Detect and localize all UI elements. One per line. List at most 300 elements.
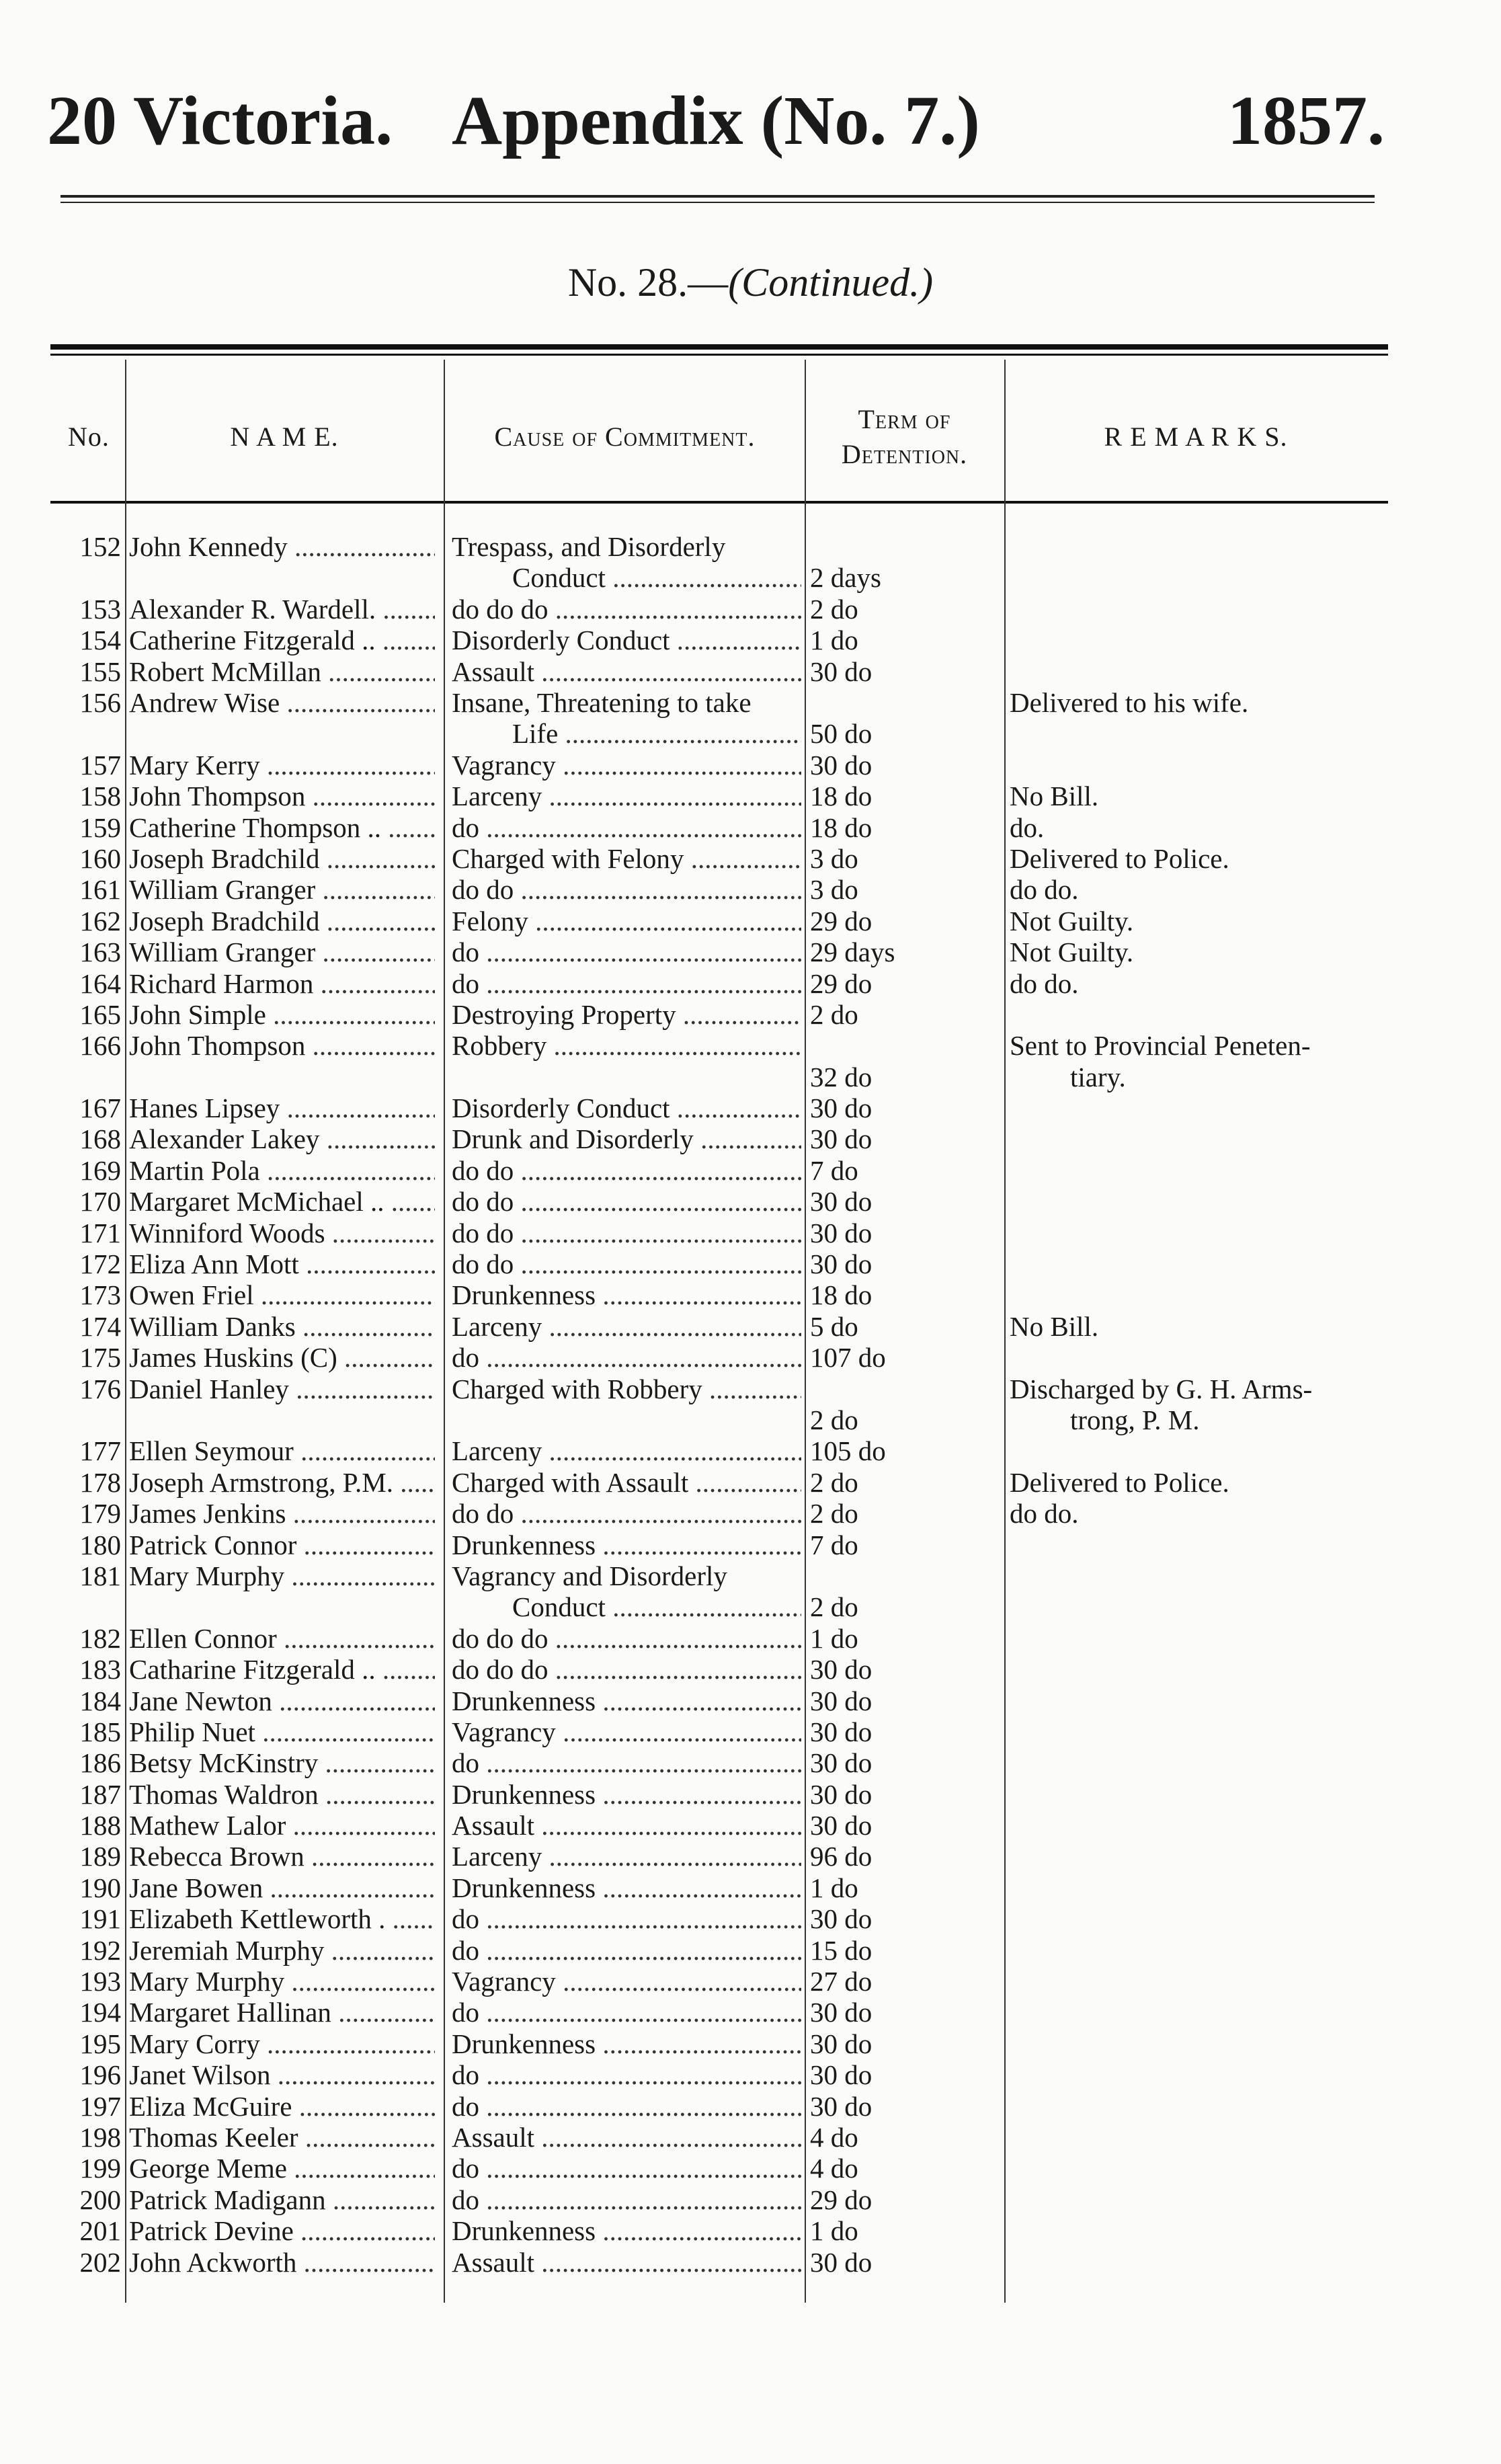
- row-term: [810, 1186, 998, 1217]
- row-cause-text: Trespass, and Disorderly: [452, 531, 726, 562]
- row-name: [129, 999, 435, 1030]
- row-number: [54, 1841, 121, 1872]
- row-number: [54, 1342, 121, 1373]
- row-cause-text: Vagrancy .....: [452, 1966, 801, 1997]
- row-cause-text: do do .....: [452, 874, 801, 905]
- table-row: [0, 656, 1501, 687]
- row-term-text: 105 do: [810, 1435, 886, 1467]
- row-remarks: [1010, 874, 1386, 905]
- row-number-text: 179: [79, 1498, 121, 1529]
- row-name-text: Eliza Ann Mott .....: [129, 1248, 435, 1279]
- table-row: [0, 843, 1501, 874]
- row-name-text: Hanes Lipsey .....: [129, 1092, 435, 1123]
- row-cause: [452, 2153, 801, 2184]
- row-name-text: John Simple .....: [129, 999, 435, 1030]
- row-name-text: Alexander R. Wardell. .....: [129, 594, 435, 625]
- row-term: [810, 2091, 998, 2122]
- row-term-text: 1 do: [810, 1622, 858, 1654]
- row-remarks-text: No Bill.: [1010, 781, 1099, 812]
- row-name-text: Janet Wilson .....: [129, 2059, 435, 2090]
- table-row: [0, 1435, 1501, 1466]
- row-number-text: 158: [79, 781, 121, 812]
- row-cause-text: do .....: [452, 2091, 801, 2122]
- row-term: [810, 1903, 998, 1934]
- row-number: [54, 1435, 121, 1466]
- row-name: [129, 1498, 435, 1529]
- row-term: [810, 1872, 998, 1903]
- row-name: [129, 1560, 435, 1591]
- row-term-text: 2 days: [810, 562, 881, 594]
- row-number-text: 165: [79, 998, 121, 1030]
- row-name-text: Patrick Devine .....: [129, 2215, 435, 2246]
- row-cause-text: Drunkenness .....: [452, 1685, 801, 1716]
- row-term-text: 30 do: [810, 655, 873, 687]
- row-name: [129, 1342, 435, 1373]
- row-cause: [452, 1435, 801, 1466]
- table-row: [0, 1716, 1501, 1747]
- row-term: [810, 2184, 998, 2215]
- row-remarks: [1010, 1030, 1386, 1092]
- row-number-text: 202: [79, 2246, 121, 2278]
- row-name-text: Ellen Seymour .....: [129, 1435, 435, 1466]
- col-header-name: N A M E.: [230, 422, 339, 452]
- row-remarks-text: do do.: [1010, 874, 1079, 906]
- row-name-text: Margaret McMichael .. .....: [129, 1186, 435, 1217]
- row-name-text: Andrew Wise .....: [129, 687, 435, 718]
- row-name-text: Elizabeth Kettleworth . .....: [129, 1903, 435, 1934]
- row-cause-continuation: Life .....: [452, 718, 801, 749]
- row-number-text: 166: [79, 1030, 121, 1062]
- table-row: [0, 1248, 1501, 1279]
- row-number: [54, 1279, 121, 1310]
- row-name: [129, 1779, 435, 1810]
- row-number: [54, 656, 121, 687]
- row-name: [129, 656, 435, 687]
- row-number: [54, 781, 121, 811]
- table-row: [0, 594, 1501, 625]
- row-cause: [452, 1218, 801, 1248]
- table-row: [0, 1747, 1501, 1778]
- row-term-text: 2 do: [810, 1498, 858, 1529]
- table-row: [0, 906, 1501, 937]
- row-name: [129, 2215, 435, 2246]
- row-cause: [452, 1623, 801, 1654]
- row-term-text: 30 do: [810, 1186, 873, 1218]
- row-cause-text: do do .....: [452, 1218, 801, 1248]
- col-header-term: [805, 376, 1004, 498]
- row-term-text: 30 do: [810, 1778, 873, 1810]
- row-cause-text: Vagrancy .....: [452, 750, 801, 781]
- row-term-text: 1 do: [810, 1872, 858, 1903]
- table-row: [0, 1841, 1501, 1872]
- row-term: [810, 1342, 998, 1373]
- row-name: [129, 1311, 435, 1342]
- header-appendix: Appendix (No. 7.): [452, 82, 980, 159]
- row-term-text: 30 do: [810, 1654, 873, 1685]
- row-term-text: 4 do: [810, 2122, 858, 2153]
- row-number-text: 196: [79, 2059, 121, 2091]
- header-bottom-rule: [50, 501, 1388, 504]
- row-number: [54, 2059, 121, 2090]
- row-cause: [452, 687, 801, 750]
- row-cause: [452, 1342, 801, 1373]
- table-row: [0, 2184, 1501, 2215]
- row-cause-text: do do do .....: [452, 1654, 801, 1685]
- row-name-text: William Danks .....: [129, 1311, 435, 1342]
- table-row: [0, 1279, 1501, 1310]
- row-name: [129, 1155, 435, 1186]
- row-remarks-text: Delivered to Police.: [1010, 842, 1229, 874]
- row-term-text: 30 do: [810, 2028, 873, 2059]
- row-name: [129, 1747, 435, 1778]
- row-name: [129, 1092, 435, 1123]
- table-row: [0, 2122, 1501, 2153]
- row-term: [810, 1218, 998, 1248]
- row-term: [810, 1935, 998, 1966]
- row-term: [810, 1092, 998, 1123]
- row-number: [54, 968, 121, 999]
- row-name-text: Catherine Thompson .. .....: [129, 812, 435, 843]
- row-number: [54, 1935, 121, 1966]
- row-number-text: 157: [79, 749, 121, 781]
- row-name-text: Jane Bowen .....: [129, 1872, 435, 1903]
- row-cause-text: do do do .....: [452, 594, 801, 625]
- row-number-text: 174: [79, 1310, 121, 1342]
- register-table-body: [0, 531, 1501, 2278]
- row-cause-text: Drunkenness .....: [452, 2215, 801, 2246]
- row-cause: [452, 2215, 801, 2246]
- row-number: [54, 687, 121, 718]
- row-number: [54, 594, 121, 625]
- row-number-text: 194: [79, 1997, 121, 2028]
- row-term: [810, 843, 998, 874]
- row-term-text: 30 do: [810, 1903, 873, 1935]
- table-row: [0, 2153, 1501, 2184]
- table-row: [0, 1186, 1501, 1217]
- row-cause-text: do do .....: [452, 1498, 801, 1529]
- table-row: [0, 1997, 1501, 2028]
- row-remarks: [1010, 687, 1386, 718]
- row-name-text: Mathew Lalor .....: [129, 1810, 435, 1841]
- row-cause: [452, 1155, 801, 1186]
- row-cause-text: Drunkenness .....: [452, 1779, 801, 1810]
- row-number-text: 172: [79, 1248, 121, 1280]
- row-name-text: Eliza McGuire .....: [129, 2091, 435, 2122]
- row-number: [54, 1654, 121, 1685]
- row-cause-text: do .....: [452, 1903, 801, 1934]
- row-term-text: 2 do: [810, 1404, 858, 1435]
- row-name: [129, 594, 435, 625]
- row-name: [129, 906, 435, 937]
- row-name: [129, 2247, 435, 2278]
- row-number-text: 156: [79, 686, 121, 718]
- row-number: [54, 1218, 121, 1248]
- row-remarks-continuation: tiary.: [1070, 1061, 1126, 1092]
- row-number: [54, 1248, 121, 1279]
- row-term-text: 30 do: [810, 1248, 873, 1280]
- row-term-text: 3 do: [810, 842, 858, 874]
- row-name: [129, 874, 435, 905]
- row-name: [129, 531, 435, 562]
- row-cause: [452, 1779, 801, 1810]
- row-cause-text: Vagrancy and Disorderly: [452, 1560, 727, 1591]
- row-name-text: Robert McMillan .....: [129, 656, 435, 687]
- table-row: [0, 1529, 1501, 1560]
- table-row: [0, 1623, 1501, 1654]
- row-remarks-text: Not Guilty.: [1010, 905, 1134, 937]
- row-cause-text: Charged with Assault .....: [452, 1467, 801, 1498]
- row-term-text: 50 do: [810, 718, 873, 750]
- row-name: [129, 1997, 435, 2028]
- row-cause: [452, 1747, 801, 1778]
- row-term: [810, 1123, 998, 1154]
- row-cause: [452, 1716, 801, 1747]
- row-cause-text: Drunkenness .....: [452, 1279, 801, 1310]
- row-number-text: 201: [79, 2215, 121, 2247]
- row-name-text: Jane Newton .....: [129, 1685, 435, 1716]
- row-name: [129, 1935, 435, 1966]
- row-number-text: 169: [79, 1154, 121, 1186]
- row-name: [129, 2059, 435, 2090]
- row-number: [54, 812, 121, 843]
- row-cause-text: Assault .....: [452, 656, 801, 687]
- row-number: [54, 1123, 121, 1154]
- row-name: [129, 781, 435, 811]
- row-number-text: 183: [79, 1654, 121, 1685]
- row-number: [54, 2091, 121, 2122]
- row-number: [54, 2028, 121, 2059]
- row-term: [810, 750, 998, 781]
- row-term: [810, 1810, 998, 1841]
- row-term-text: 27 do: [810, 1966, 873, 1997]
- row-cause-text: Drunkenness .....: [452, 2028, 801, 2059]
- row-cause-text: Larceny .....: [452, 1841, 801, 1872]
- row-name-text: Catharine Fitzgerald .. .....: [129, 1654, 435, 1685]
- row-name-text: Mary Murphy .....: [129, 1560, 435, 1591]
- row-remarks: [1010, 1498, 1386, 1529]
- table-row: [0, 781, 1501, 811]
- row-term-text: 30 do: [810, 1217, 873, 1248]
- col-header-remarks: R E M A R K S.: [1104, 422, 1288, 452]
- row-number: [54, 1155, 121, 1186]
- row-remarks: [1010, 843, 1386, 874]
- row-cause-text: do .....: [452, 1342, 801, 1373]
- row-term: [810, 1311, 998, 1342]
- row-term: [810, 874, 998, 905]
- row-cause: [452, 1685, 801, 1716]
- row-number: [54, 1685, 121, 1716]
- row-term: [810, 1529, 998, 1560]
- row-remarks-text: do do.: [1010, 967, 1079, 999]
- row-number-text: 190: [79, 1872, 121, 1903]
- row-cause: [452, 1810, 801, 1841]
- row-name-text: Ellen Connor .....: [129, 1623, 435, 1654]
- row-name: [129, 1279, 435, 1310]
- row-term-text: 1 do: [810, 2215, 858, 2247]
- row-name-text: Betsy McKinstry .....: [129, 1747, 435, 1778]
- row-name: [129, 2028, 435, 2059]
- row-term-text: 3 do: [810, 874, 858, 906]
- row-number-text: 193: [79, 1966, 121, 1997]
- row-number-text: 164: [79, 967, 121, 999]
- table-row: [0, 1342, 1501, 1373]
- row-number-text: 182: [79, 1622, 121, 1654]
- row-remarks: [1010, 1311, 1386, 1342]
- row-cause: [452, 2028, 801, 2059]
- row-number: [54, 906, 121, 937]
- row-term-text: 30 do: [810, 2246, 873, 2278]
- row-cause: [452, 1030, 801, 1061]
- row-number-text: 178: [79, 1466, 121, 1498]
- table-row: [0, 1123, 1501, 1154]
- row-name: [129, 1248, 435, 1279]
- row-term-text: 107 do: [810, 1342, 886, 1374]
- table-row: [0, 625, 1501, 655]
- table-row: [0, 1218, 1501, 1248]
- table-row: [0, 1155, 1501, 1186]
- row-remarks-text: do do.: [1010, 1498, 1079, 1529]
- row-term: [810, 1997, 998, 2028]
- row-remarks: [1010, 906, 1386, 937]
- row-name-text: Joseph Bradchild .....: [129, 843, 435, 874]
- row-term: [810, 562, 998, 593]
- row-term: [810, 2215, 998, 2246]
- row-number: [54, 1030, 121, 1061]
- row-name: [129, 1903, 435, 1934]
- row-term-text: 2 do: [810, 1466, 858, 1498]
- table-row: [0, 1654, 1501, 1685]
- row-name-text: Catherine Fitzgerald .. .....: [129, 625, 435, 655]
- row-number-text: 184: [79, 1685, 121, 1716]
- row-remarks-text: Discharged by G. H. Arms-: [1010, 1373, 1313, 1404]
- row-term: [810, 2122, 998, 2153]
- subtitle-continued: (Continued.): [728, 260, 934, 305]
- row-cause: [452, 1966, 801, 1997]
- row-number: [54, 531, 121, 562]
- row-cause: [452, 1279, 801, 1310]
- row-number-text: 155: [79, 655, 121, 687]
- row-number-text: 168: [79, 1123, 121, 1155]
- row-term: [810, 1467, 998, 1498]
- row-term-text: 2 do: [810, 1591, 858, 1623]
- header-year: 1857.: [1227, 82, 1385, 159]
- row-cause-text: do .....: [452, 1747, 801, 1778]
- row-cause: [452, 843, 801, 874]
- row-name: [129, 1685, 435, 1716]
- row-cause: [452, 1529, 801, 1560]
- row-term: [810, 1685, 998, 1716]
- row-term: [810, 1591, 998, 1622]
- row-term-text: 4 do: [810, 2153, 858, 2184]
- table-row: [0, 1560, 1501, 1623]
- row-cause-text: Insane, Threatening to take: [452, 686, 752, 718]
- row-number-text: 200: [79, 2184, 121, 2215]
- row-term: [810, 1498, 998, 1529]
- row-cause-text: Charged with Felony .....: [452, 843, 801, 874]
- row-number: [54, 1623, 121, 1654]
- row-term: [810, 656, 998, 687]
- row-name: [129, 625, 435, 655]
- row-name-text: Owen Friel .....: [129, 1279, 435, 1310]
- row-term-text: 15 do: [810, 1934, 873, 1966]
- row-cause-text: do do .....: [452, 1248, 801, 1279]
- row-number: [54, 1374, 121, 1404]
- row-name: [129, 968, 435, 999]
- row-remarks-text: Delivered to Police.: [1010, 1466, 1229, 1498]
- row-cause: [452, 1935, 801, 1966]
- row-number: [54, 625, 121, 655]
- row-name-text: Patrick Madigann .....: [129, 2184, 435, 2215]
- row-cause: [452, 1841, 801, 1872]
- row-number-text: 162: [79, 905, 121, 937]
- table-row: [0, 750, 1501, 781]
- row-term: [810, 1966, 998, 1997]
- page-header: [47, 81, 1385, 161]
- row-cause: [452, 812, 801, 843]
- row-cause: [452, 1467, 801, 1498]
- row-cause-text: Destroying Property .....: [452, 999, 801, 1030]
- row-cause: [452, 781, 801, 811]
- row-cause-text: Disorderly Conduct .....: [452, 625, 801, 655]
- row-name-text: Daniel Hanley .....: [129, 1374, 435, 1404]
- table-row: [0, 999, 1501, 1030]
- row-name-text: George Meme .....: [129, 2153, 435, 2184]
- row-number: [54, 843, 121, 874]
- row-name-text: Rebecca Brown .....: [129, 1841, 435, 1872]
- row-name: [129, 2091, 435, 2122]
- table-row: [0, 687, 1501, 750]
- row-term-text: 30 do: [810, 1716, 873, 1747]
- row-name-text: Mary Corry .....: [129, 2028, 435, 2059]
- row-number-text: 185: [79, 1716, 121, 1747]
- row-name: [129, 2184, 435, 2215]
- row-cause: [452, 2091, 801, 2122]
- row-number: [54, 1997, 121, 2028]
- table-row: [0, 1030, 1501, 1092]
- row-name: [129, 1030, 435, 1061]
- row-term: [810, 2059, 998, 2090]
- table-row: [0, 2247, 1501, 2278]
- row-cause-text: do .....: [452, 968, 801, 999]
- row-name: [129, 843, 435, 874]
- row-term-text: 30 do: [810, 1123, 873, 1155]
- row-number-text: 167: [79, 1092, 121, 1124]
- row-name-text: Philip Nuet .....: [129, 1716, 435, 1747]
- row-number: [54, 1779, 121, 1810]
- row-name-text: William Granger .....: [129, 874, 435, 905]
- row-cause: [452, 1186, 801, 1217]
- row-number: [54, 1529, 121, 1560]
- row-term: [810, 999, 998, 1030]
- row-cause: [452, 1872, 801, 1903]
- row-number-text: 177: [79, 1435, 121, 1467]
- row-number: [54, 2247, 121, 2278]
- row-name: [129, 1435, 435, 1466]
- row-name-text: Margaret Hallinan .....: [129, 1997, 435, 2028]
- row-cause: [452, 937, 801, 967]
- row-name: [129, 1467, 435, 1498]
- table-row: [0, 1810, 1501, 1841]
- row-name-text: Thomas Keeler .....: [129, 2122, 435, 2153]
- row-term-text: 30 do: [810, 749, 873, 781]
- row-term-text: 18 do: [810, 1279, 873, 1311]
- row-cause-text: do .....: [452, 937, 801, 967]
- table-row: [0, 937, 1501, 967]
- col-header-term-line2: Detention.: [841, 439, 968, 469]
- row-cause: [452, 2247, 801, 2278]
- row-cause-text: Larceny .....: [452, 1435, 801, 1466]
- table-row: [0, 1903, 1501, 1934]
